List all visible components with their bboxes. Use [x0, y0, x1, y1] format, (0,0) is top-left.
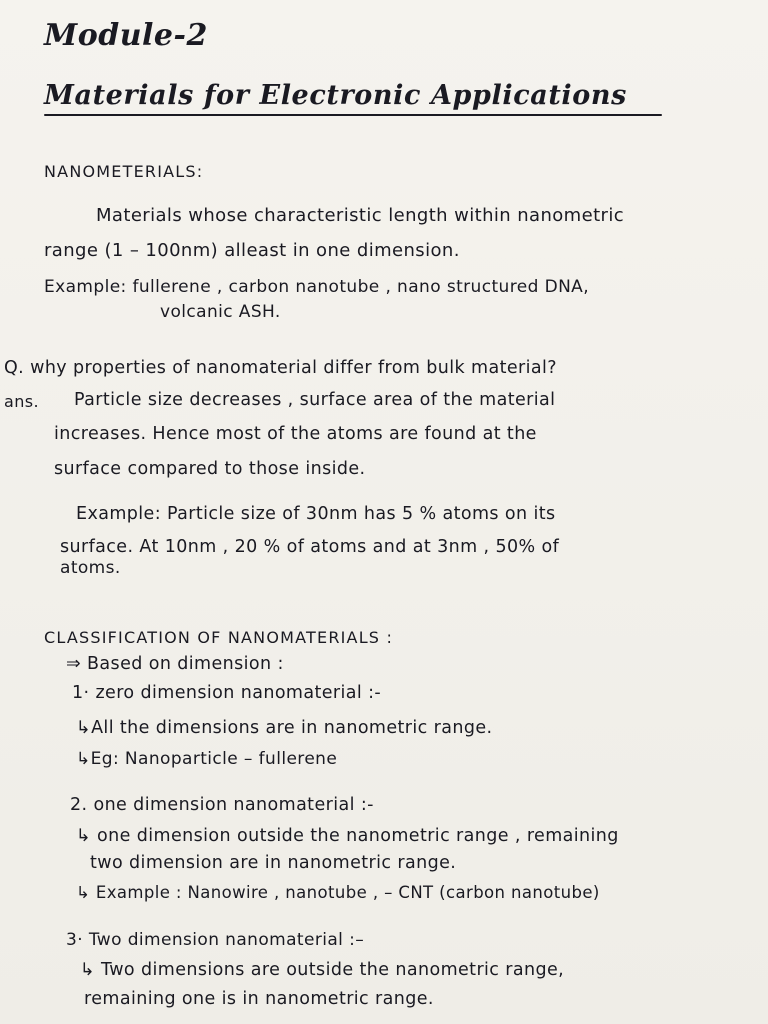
- zero-dimension-point-2: ↳Eg: Nanoparticle – fullerene: [76, 749, 338, 769]
- example-line-1: Example: fullerene , carbon nanotube , nano structured DNA,: [44, 277, 590, 297]
- one-dimension-point-2: two dimension are in nanometric range.: [90, 853, 457, 873]
- based-on-dimension: ⇒ Based on dimension :: [66, 654, 284, 674]
- two-dimension-title: 3· Two dimension nanomaterial :–: [66, 930, 365, 950]
- one-dimension-title: 2. one dimension nanomaterial :-: [70, 795, 374, 815]
- nanomaterials-heading: NANOMETERIALS:: [44, 162, 204, 181]
- classification-heading: CLASSIFICATION OF NANOMATERIALS :: [44, 628, 394, 647]
- example-line-2: volcanic ASH.: [160, 302, 281, 322]
- one-dimension-point-1: ↳ one dimension outside the nanometric range , remaining: [76, 826, 619, 846]
- definition-line-2: range (1 – 100nm) alleast in one dimension.: [44, 240, 460, 261]
- two-dimension-point-2: remaining one is in nanometric range.: [84, 989, 434, 1009]
- answer-line-2: increases. Hence most of the atoms are found at the: [54, 424, 537, 444]
- page-title: Module-2: [44, 18, 208, 53]
- zero-dimension-point-1: ↳All the dimensions are in nanometric range.: [76, 718, 493, 738]
- answer-line-3: surface compared to those inside.: [54, 459, 366, 479]
- answer-line-1: Particle size decreases , surface area of the material: [74, 390, 556, 410]
- answer-example-line-3: atoms.: [60, 558, 121, 578]
- definition-line-1: Materials whose characteristic length within nanometric: [96, 205, 625, 226]
- answer-label: ans.: [4, 392, 39, 411]
- subtitle-underline: [44, 114, 662, 116]
- two-dimension-point-1: ↳ Two dimensions are outside the nanometric range,: [80, 960, 565, 980]
- question-line: Q. why properties of nanomaterial differ from bulk material?: [4, 358, 557, 378]
- page-subtitle: Materials for Electronic Applications: [44, 80, 627, 111]
- answer-example-line-2: surface. At 10nm , 20 % of atoms and at 3nm , 50% of: [60, 537, 560, 557]
- zero-dimension-title: 1· zero dimension nanomaterial :-: [72, 683, 382, 703]
- one-dimension-point-3: ↳ Example : Nanowire , nanotube , – CNT (carbon nanotube): [76, 883, 600, 902]
- answer-example-line-1: Example: Particle size of 30nm has 5 % atoms on its: [76, 504, 556, 524]
